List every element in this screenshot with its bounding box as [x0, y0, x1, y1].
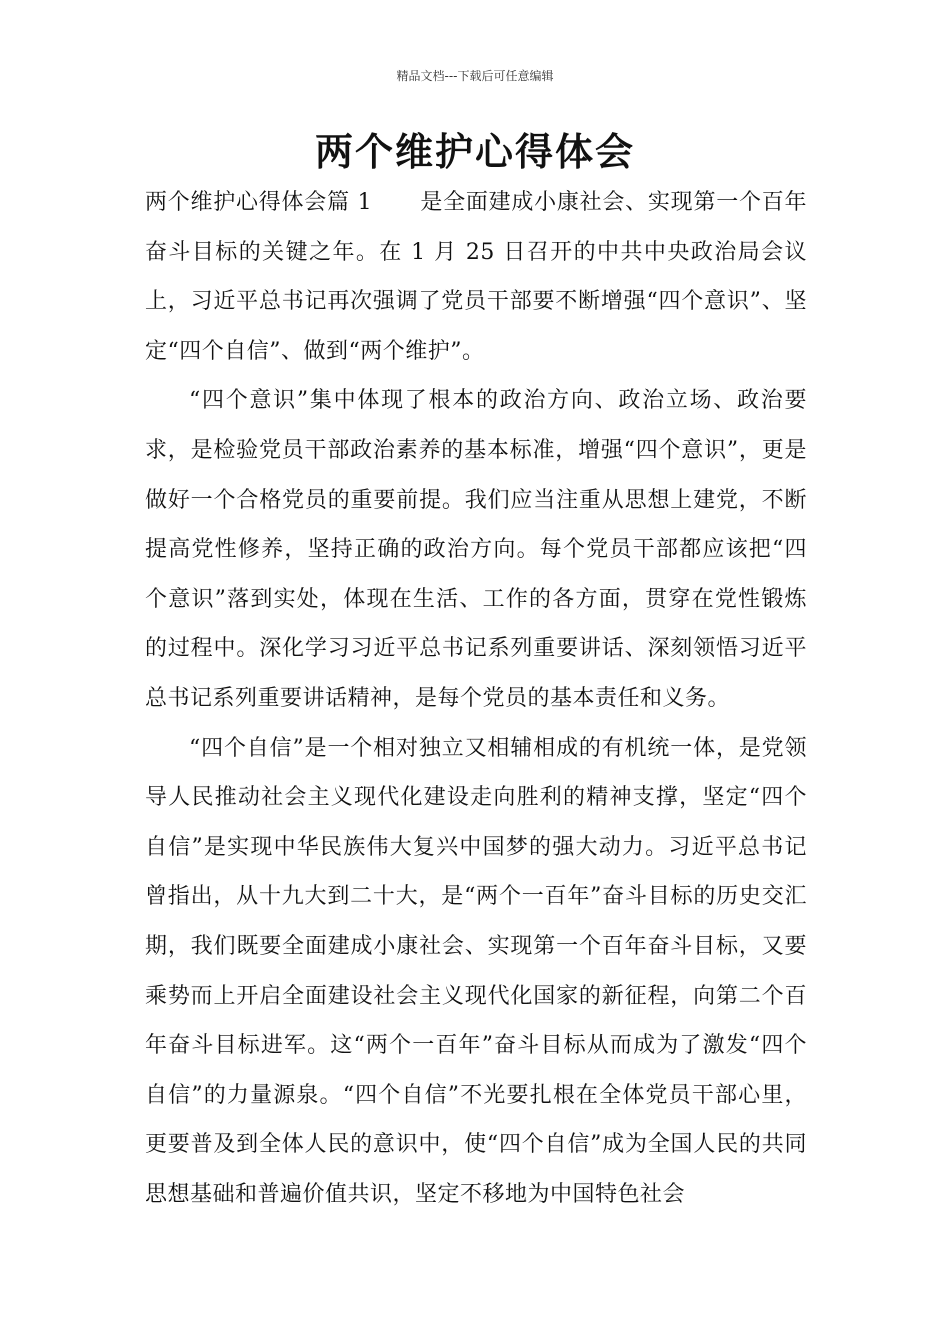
paragraph-3: “四个自信”是一个相对独立又相辅相成的有机统一体，是党领导人民推动社会主义现代化建设走向胜利的精神支撑，坚定“四个自信”是实现中华民族伟大复兴中国梦的强大动力。习近平总书记曾指出，从十九大到二十大，是“两个一百年”奋斗目标的历史交汇期，我们既要全面建成小康社会、实现第一个百年奋斗目标，又要乘势而上开启全面建设社会主义现代化国家的新征程，向第二个百年奋斗目标进军。这“两个一百年”奋斗目标从而成为了激发“四个自信”的力量源泉。“四个自信”不光要扎根在全体党员干部心里，更要普及到全体人民的意识中，使“四个自信”成为全国人民的共同思想基础和普遍价值共识，坚定不移地为中国特色社会 [145, 735, 807, 1207]
document-body [145, 178, 807, 1219]
page-header: 精品文档---下载后可任意编辑 [396, 69, 554, 83]
paragraph-2: “四个意识”集中体现了根本的政治方向、政治立场、政治要求，是检验党员干部政治素养的基本标准，增强“四个意识”，更是做好一个合格党员的重要前提。我们应当注重从思想上建党，不断提高党性修养，坚持正确的政治方向。每个党员干部都应该把“四个意识”落到实处，体现在生活、工作的各方面，贯穿在党性锻炼的过程中。深化学习习近平总书记系列重要讲话、深刻领悟习近平总书记系列重要讲话精神，是每个党员的基本责任和义务。 [145, 388, 807, 711]
section-heading: 两个维护心得体会篇 1 [145, 190, 373, 215]
paragraph-1-text: 是全面建成小康社会、实现第一个百年奋斗目标的关键之年。在 1 月 25 日召开的中共中央政治局会议上，习近平总书记再次强调了党员干部要不断增强“四个意识”、坚定“四个自信”、做到“两个维护”。 [145, 190, 807, 364]
paragraph-1 [145, 178, 807, 376]
document-title: 两个维护心得体会 [314, 130, 635, 174]
